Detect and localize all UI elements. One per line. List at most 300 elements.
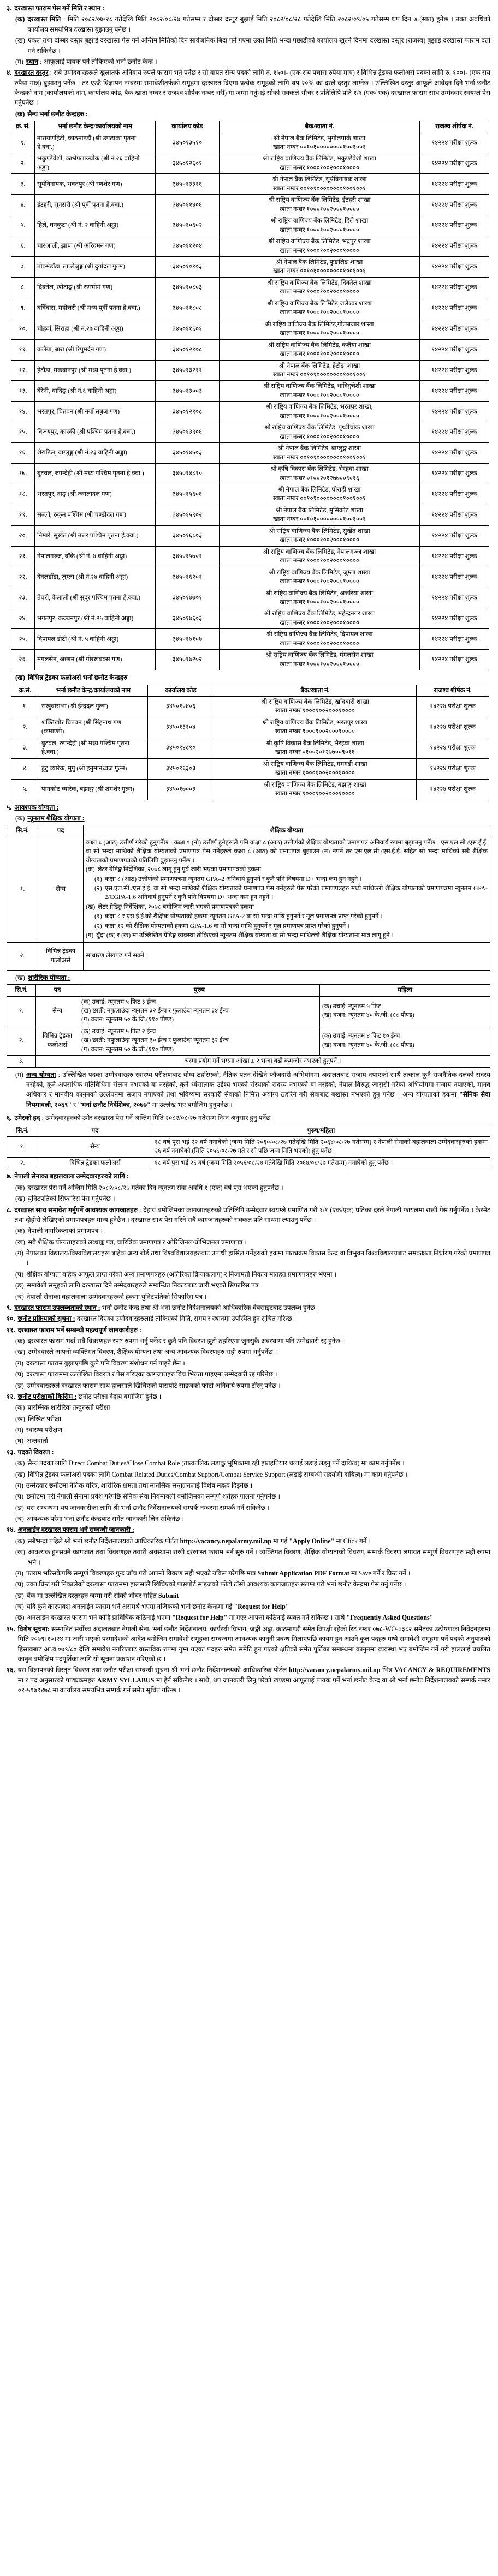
bank-name: श्री राष्ट्रिय वाणिज्य बैंक लिमिटेड, अत्तरिया शाखा — [265, 589, 374, 597]
cell-bank-account — [220, 319, 420, 339]
table-row — [11, 402, 489, 422]
section-5c-law-2: "भर्ना छनौट निर्देशिका, २०७७" — [78, 1100, 151, 1109]
section-14-emphasis-1[interactable]: "Apply Online" — [289, 1537, 336, 1545]
bank-name: श्री राष्ट्रिय वाणिज्य बैंक लिमिटेड,जलेश्वर शाखा — [267, 299, 372, 307]
cell-revenue-head: १४२२४ परीक्षा शुल्क — [420, 650, 489, 670]
section-11-item — [7, 1381, 490, 1391]
section-16-text-mid2: मा र पद अनुसारको पाठ्यक्रमहरु — [17, 1676, 96, 1684]
section-14-text-pre: बैंक मा उल्लेखित दस्तुरहरु जम्मा गरी सोको भौचर सहित — [26, 1591, 158, 1599]
edu-c-label: (ग) — [86, 932, 94, 939]
table-row — [11, 195, 489, 215]
section-3a-text: : मिति २०८२/०७/२८ गतेदेखि मिति २०८२/०८/२७ गतेसम्म र दोब्बर दस्तुर बुझाई मिति २०८२/०८/२८ गतेदेखि मिति २०८२/०९/०५ गतेसम्म थप दिन ७ (सात) हुनेछ । उक्त अवधिको कार्यालय समयभित्र दरखास्त बुझाउनु पर्नेछ । — [27, 15, 490, 33]
cell-revenue-head: १४२२४ परीक्षा शुल्क — [420, 339, 489, 360]
section-13-item-label: (च) — [15, 1515, 24, 1523]
section-5c — [7, 1070, 490, 1110]
cell-office-code: ३४५०१४८१० — [156, 464, 220, 484]
section-12-item — [7, 1414, 490, 1424]
cell-revenue-head: १४२२४ परीक्षा शुल्क — [420, 567, 489, 588]
cell-education-detail — [84, 837, 490, 942]
section-12-item-text: स्वास्थ्य परीक्षण — [26, 1426, 62, 1434]
cell-bank-account — [220, 277, 420, 298]
cell-revenue-head: १४२२४ परीक्षा शुल्क — [420, 381, 489, 402]
section-14-item — [7, 1568, 490, 1578]
cell-bank-account — [214, 779, 417, 800]
account-number: खाता नम्बर १०००१००२०००१०००० — [280, 598, 359, 606]
cell-revenue-head: १४२२४ परीक्षा शुल्क — [420, 174, 489, 195]
section-11-item-text: उम्मेदवारले आफ्नो व्यक्तिगत विवरण, शैक्षिक योग्यता तथा अन्य आवश्यक विवरणहरु सही रुपमा भर्नुपर्नेछ । — [27, 1348, 277, 1356]
section-14-emphasis-1[interactable]: Submit — [158, 1591, 179, 1599]
account-number: खाता नम्बर १०००१००२०००१०००० — [275, 707, 355, 715]
cell-sn: १६. — [11, 443, 35, 464]
col-male-female: पुरुष/महिला — [152, 1125, 490, 1136]
criterion: (ख) छाती: नफुलाउंदा न्यूनतम ३० ईन्च र फुलाउंदा न्यूनतम ३२ ईन्च — [81, 1037, 229, 1044]
section-8-item-text: शैक्षिक योग्यता बाहेक आफूले प्राप्त गरेको अन्य प्रमाणपत्रहरु (अतिरिक्त क्रियाकलाप) र निजामती निकाय मातहत प्रमाणपत्रहरु भएमा । — [26, 1270, 337, 1278]
cell-office-code: ३४५०१०१०३ — [156, 257, 220, 278]
section-14-item — [7, 1536, 490, 1546]
section-7b-label: (ख) — [15, 1195, 25, 1203]
cell-revenue-head: १४२२४ परीक्षा शुल्क — [420, 236, 489, 257]
table-row — [11, 567, 489, 588]
section-12-item-text: प्रारम्भिक शारीरिक तन्दुरुस्ती परीक्षा — [27, 1404, 110, 1412]
portal-url-link[interactable]: http://vacancy.nepalarmy.mil.np — [288, 1666, 381, 1674]
cell-center-name: विजयपुर, कास्की (श्री पश्चिम पृतना हे.क्वा.) — [35, 422, 156, 443]
section-8-item-text: नेपालका विद्यालय/विश्वविद्यालयहरू बाहेक अन्य बोर्ड तथा विश्वविद्यालयहरुबाट उपाधी हासिल गर्नेहरुको हकमा पाठ्यक्रम विकास केन्द्र वा त्रिभुवन विश्वविद्यालयबाट समकक्षता निर्धारण गरेको प्रमाणपत्र । — [26, 1249, 490, 1267]
cell-office-code: ३४५०१६२०१ — [156, 567, 220, 588]
section-3b — [7, 35, 490, 56]
section-13-item — [7, 1458, 490, 1468]
edu-b1-label: (१) — [94, 913, 102, 920]
cell-sn: २२. — [11, 567, 35, 588]
cell-bank-account — [220, 153, 420, 174]
cell-center-name: भकुण्डेवेशी, काभ्रेपलाञ्चोक (श्री नं.२६ वाहिनी अड्डा) — [35, 153, 156, 174]
col-sn: सि.नं. — [7, 1125, 38, 1136]
cell-bank-account — [214, 758, 417, 779]
bank-name: श्री नेपाल बैंक लिमिटेड, भुगोलपार्क शाखा — [273, 134, 366, 142]
section-14-item — [7, 1547, 490, 1567]
section-8 — [7, 1205, 490, 1225]
col-education: शैक्षिक योग्यता — [84, 825, 490, 837]
cell-revenue-head: १४२२४ परीक्षा शुल्क — [417, 738, 489, 758]
cell-center-name: ईटहरी, सुनसरी (श्री पूर्वी पृतना हे.क्वा.) — [35, 195, 156, 215]
cell-center-name: तोक्मेडाँडा, ताप्लेजुङ्ग (श्री दुर्गादल गुल्म) — [35, 257, 156, 278]
table-row — [11, 381, 489, 402]
criterion: (ख) छाती: नफुलाउंदा न्यूनतम ३२ ईन्च र फुलाउंदा न्यूनतम ३४ ईन्च — [81, 1007, 229, 1014]
section-14-title: अनलाईन दरखास्त फाराम भर्ने सम्बन्धी जानकारी : — [17, 1526, 134, 1534]
section-8-item-label: (च) — [15, 1292, 24, 1301]
section-16-text-mid: भित्र — [382, 1666, 393, 1674]
section-10-title: छनौट प्रक्रियाको सूचना : — [17, 1315, 75, 1323]
edu-b-text: लेटर ग्रेडिङ्ग निर्देशिका, २०७८ बमोजिम जारी भएको प्रमाणपत्रको हकमा — [98, 903, 254, 910]
edu-b — [86, 903, 488, 912]
bank-name: श्री राष्ट्रिय वाणिज्य बैंक लिमिटेड, भरतपुर शाखा — [262, 718, 368, 726]
table-row — [11, 422, 489, 443]
bank-name: श्री राष्ट्रिय वाणिज्य बैंक लिमिटेड, हिले शाखा — [270, 217, 369, 225]
cell-revenue-head: १४२२४ परीक्षा शुल्क — [420, 257, 489, 278]
section-9 — [7, 1303, 490, 1313]
cell-center-name: तेघरी, कैलाली (श्री सुदूर पश्चिम पृतना हे.क्वा.) — [35, 588, 156, 608]
section-3b-label: (ख) — [15, 37, 25, 45]
section-9-title: दरखास्त फाराम उपलब्धताको स्थान : — [14, 1303, 100, 1311]
section-12-item — [7, 1403, 490, 1412]
edu-a1-text: कक्षा ८ (आठ) उत्तीर्णको प्रमाणपत्रमा न्यूनतम GPA–2 अनिवार्य हुनुपर्ने र कुनै पनि विषयमा D+ भन्दा कम हुन नहुने । — [104, 875, 362, 883]
col-sn: क्र. सं. — [11, 121, 35, 133]
section-11-item-label: (ख) — [15, 1348, 25, 1356]
section-5a-label: (क) — [15, 814, 25, 822]
table-row — [11, 588, 489, 608]
table-header-row — [7, 985, 490, 996]
section-5b-label: (ख) — [15, 973, 25, 981]
cell-sn: १९. — [11, 505, 35, 525]
section-14-text-pre: फाराम भरिसकेपछि सम्पूर्ण विवरणहरु पुनः जाँच गरी आफ्नो विवरण सही भएको यकिन गरेपछि मात्र — [26, 1569, 258, 1577]
cell-center-name: भरतपुर, दाङ्ग (श्री ज्वालादल गण) — [35, 484, 156, 505]
section-14-item-text — [27, 1591, 490, 1601]
cell-sn: १. — [7, 996, 36, 1026]
section-3a — [7, 14, 490, 34]
cell-education-detail: साधारण लेखपढ गर्न सक्ने । — [84, 942, 490, 970]
section-14-emphasis-1[interactable]: "Request for Help" — [172, 1614, 229, 1622]
cell-revenue-head: १४२२४ परीक्षा शुल्क — [420, 525, 489, 546]
col-post: पद — [36, 985, 79, 996]
cell-revenue-head: १४२२४ परीक्षा शुल्क — [420, 629, 489, 650]
section-15 — [7, 1624, 490, 1664]
section-13-items — [7, 1458, 490, 1524]
cell-sn: २. — [7, 942, 38, 970]
cell-revenue-head: १४२२४ परीक्षा शुल्क — [417, 696, 489, 717]
section-8-item-text: समावेशी समूहको लागि दरखास्त दिने उम्मेदवारहरुले सम्बन्धित निकायबाट जारी भएको सिफारिस पत्र । — [26, 1281, 263, 1290]
cell-sn: १४. — [11, 402, 35, 422]
section-14-text-tail: मा Save गर्ने र प्रिन्ट गर्ने । — [351, 1569, 411, 1577]
section-11-item — [7, 1336, 490, 1346]
section-5b-title: शारीरिक योग्यता : — [27, 973, 70, 981]
section-4b-heading — [7, 673, 490, 682]
cell-center-name: बुटवल, रुपन्देही (श्री मध्य पश्चिम पृतना हे.क्वा.) — [39, 738, 148, 758]
table-row — [11, 319, 489, 339]
col-code: कार्यालय कोड — [148, 685, 214, 696]
section-11-item — [7, 1347, 490, 1357]
cell-bank-account — [220, 339, 420, 360]
col-sn: सि.नं. — [7, 985, 36, 996]
section-5-heading — [7, 802, 490, 812]
education-intro: कक्षा ८ (आठ) उत्तीर्ण गरेको हुनुपर्नेछ । कक्षा ९ (नौ) उत्तीर्ण हुनेहरूले पनि कक्षा ८ (आठ) उत्तीर्णको शैक्षिक योग्यताको प्रमाणपत्र अनिवार्य रुपमा बुझाउनु पर्नेछ । एस.एल.सी./एस.ई.ई. वा सो भन्दा माथिको शैक्षिक योग्यताको प्रमाणपत्र पेस गर्नेहरुले कक्षा ८ (आठ) को प्रमाणपत्र बुझाउन (न) नपर्ने तर एस.एल.सी./एस.ई.ई. सहित सो भन्दा माथिको सबै शैक्षिक योग्यताको प्रमाणपत्रको प्रतिलिपि बुझाउनु पर्नेछ । — [86, 838, 488, 864]
table-row — [11, 484, 489, 505]
centers-table — [11, 121, 489, 670]
table-row — [11, 779, 489, 800]
section-8-item — [7, 1237, 490, 1247]
cell-post: विभिन्न ट्रेडका फलोअर्स — [36, 1026, 79, 1055]
section-13-item-label: (ग) — [15, 1481, 23, 1489]
section-8-items — [7, 1226, 490, 1302]
section-14-item-label: (क) — [15, 1537, 25, 1545]
cell-post: सैन्य — [36, 996, 79, 1026]
cell-post: सैन्य — [38, 837, 84, 942]
section-12-item-text: लिखित परीक्षा — [27, 1415, 61, 1423]
section-8-item — [7, 1226, 490, 1236]
cell-center-name: शक्तिखोर चितवन (श्री सिंहनाथ गण (कमाण्डो) — [39, 717, 148, 738]
section-4-number: ४. — [7, 69, 12, 77]
col-revenue: राजश्व शीर्षक नं. — [417, 685, 489, 696]
section-14-item-label: (ङ) — [15, 1591, 24, 1599]
section-9-number: ९. — [7, 1303, 12, 1311]
cell-center-name: संखुवासभा (श्री ईन्द्रदल गुल्म) — [39, 696, 148, 717]
section-4b-title: विभिन्न ट्रेडका फलोअर्स भर्ना छनौट केन्द्रहरु — [27, 674, 128, 682]
cell-sn: ९. — [11, 298, 35, 319]
cell-sn: १७. — [11, 464, 35, 484]
cell-revenue-head: १४२२४ परीक्षा शुल्क — [420, 546, 489, 567]
section-4a-heading — [7, 109, 490, 119]
section-7a-label: (क) — [15, 1183, 25, 1191]
cell-revenue-head: १४२२४ परीक्षा शुल्क — [420, 195, 489, 215]
col-bank: बैक/खाता नं. — [220, 121, 420, 133]
section-14-emphasis-2[interactable]: PDF Format — [313, 1569, 351, 1577]
section-13-item-text: यस सम्बन्धमा थप जानकारीका लागि श्री भर्ना छनौट निर्देशनालयको सम्पर्क नम्बरमा सम्पर्क गर्न सकिनेछ । — [26, 1503, 270, 1512]
cell-revenue-head: १४२२४ परीक्षा शुल्क — [420, 402, 489, 422]
cell-bank-account — [220, 588, 420, 608]
cell-sn: २५. — [11, 629, 35, 650]
criterion: (ख) वजन: न्यूनतम ४० के.जी. (८८ पौण्ड) — [322, 1011, 414, 1019]
section-3a-term: दरखास्त मिति — [27, 15, 61, 23]
centers-table-body — [11, 133, 489, 670]
section-3c-label: (ग) — [15, 57, 23, 65]
cell-sn: २. — [7, 1157, 38, 1169]
bank-name: श्री राष्ट्रिय वाणिज्य बैंक लिमिटेड, दिपायल शाखा — [266, 631, 373, 638]
bank-name: श्री राष्ट्रिय वाणिज्य बैंक लिमिटेड, धादिङ्गवेशी शाखा — [263, 382, 376, 390]
table-row — [11, 174, 489, 195]
table-row — [11, 650, 489, 670]
bank-name: श्री नेपाल बैंक लिमिटेड, मुसिकोट शाखा — [276, 506, 363, 514]
cell-office-code: ३४५०१२१०८ — [156, 339, 220, 360]
cell-post: विभिन्न ट्रेडका फलोअर्स — [38, 1157, 152, 1169]
section-14-text-mid: मा गएर आफ्नो कठिनाई व्यक्त गर्न सकिन्छ । साथै — [229, 1614, 347, 1622]
section-6-text: : उम्मेदवारहरुको उमेर दरखास्त पेस गर्ने अन्तिम मिति २०८२/०८/२७ गतेसम्म निम्न अनुसार हुनु पर्नेछ । — [42, 1114, 275, 1122]
table-row — [11, 257, 489, 278]
section-14-text-pre: यदि कुनै कारणवश अनलाईन फाराम भर्न असमर्थ भएमा नजिकको भर्ना छनौट केन्द्रमा गई — [26, 1603, 234, 1610]
cell-center-name: हेटौडा, मकवानपुर (श्री मध्य पृतना हे.क्वा.) — [35, 360, 156, 381]
section-14-text-tail: मा Click गर्ने । — [336, 1537, 371, 1545]
cell-sn: १५. — [11, 422, 35, 443]
account-number: खाता नम्बर १०००१००२०००१०००० — [280, 433, 359, 440]
account-number: खाता नम्बर १०००१००२०००१०००० — [280, 164, 359, 171]
cell-office-code: ३४५०१३००३ — [156, 381, 220, 402]
cell-sn: ५. — [11, 779, 39, 800]
section-14-heading — [7, 1525, 490, 1535]
cell-bank-account — [220, 257, 420, 278]
cell-office-code: ३४५०१७७०१ — [156, 588, 220, 608]
section-12-number: १२. — [7, 1392, 15, 1400]
cell-revenue-head: १४२२४ परीक्षा शुल्क — [420, 464, 489, 484]
section-4 — [7, 68, 490, 108]
section-14-item-text — [27, 1536, 490, 1546]
account-number: खाता नम्बर १०००१००२०००१०००० — [280, 247, 359, 254]
section-12-heading — [7, 1392, 490, 1401]
section-8-item-label: (ग) — [15, 1249, 23, 1257]
bank-name: श्री नेपाल बैंक लिमिटेड, सूर्यविनायक शाखा — [272, 176, 367, 183]
bank-name: श्री नेपाल बैंक लिमिटेड, फुङलिङ शाखा — [276, 259, 363, 266]
centers-table-wrap — [7, 121, 490, 670]
section-3c — [7, 57, 490, 67]
table-row — [11, 339, 489, 360]
edu-a2 — [86, 884, 488, 902]
cell-bank-account — [220, 464, 420, 484]
account-number: खाता नम्बर ००१०१००००००००१००१००१ — [272, 267, 366, 275]
table-row — [11, 464, 489, 484]
age-table-body — [7, 1137, 490, 1169]
bank-name: श्री नेपाल बैंक लिमिटेड, बाग्लुङ्ग शाखा — [277, 445, 361, 452]
section-14-item-label: (ख) — [15, 1548, 25, 1556]
section-3-number: ३. — [7, 4, 12, 12]
section-5a-title: न्यूनतम शैक्षिक योग्यता : — [27, 814, 85, 822]
cell-revenue-head: १४२२४ परीक्षा शुल्क — [420, 298, 489, 319]
account-number: खाता नम्बर १०००१००२०००१०००० — [280, 350, 359, 358]
table-row — [11, 525, 489, 546]
bank-name: श्री राष्ट्रिय वाणिज्य बैंक लिमिटेड, भकुण्डेवेशी शाखा — [263, 155, 376, 163]
physical-table — [7, 984, 490, 1068]
section-6 — [7, 1113, 490, 1123]
account-number: खाता नम्बर १०००१००२०००१०००० — [280, 288, 359, 296]
section-14-emphasis-1[interactable]: Submit Application — [257, 1569, 314, 1577]
criterion: (क) उचाई: न्यूनतम ५ फिट — [322, 1002, 381, 1010]
section-8-item-text: सबै शैक्षिक योग्यताहरुको लब्धाङ्क पत्र, चारित्रिक प्रमाणपत्र र ओरिजिनल/प्रोभिजनल प्रमाणपत्र । — [27, 1238, 247, 1246]
bank-name: श्री राष्ट्रिय वाणिज्य बैंक लिमिटेड, नेपालगञ्ज शाखा — [263, 548, 376, 555]
table-row — [11, 215, 489, 236]
account-number: खाता नम्बर १०००१००२०००१०००० — [275, 790, 355, 798]
section-14-item-label: (घ) — [15, 1580, 24, 1589]
bank-name: श्री राष्ट्रिय वाणिज्य बैंक लिमिटेड, दिक्तेल शाखा — [267, 279, 372, 286]
section-13-item-label: (ख) — [15, 1470, 25, 1478]
section-16-number: १६. — [7, 1666, 15, 1674]
section-14-emphasis-1[interactable]: "Request for Help" — [234, 1603, 289, 1610]
cell-revenue-head: १४२२४ परीक्षा शुल्क — [420, 422, 489, 443]
col-revenue: राजश्व शीर्षक नं. — [420, 121, 489, 133]
section-14-item-text — [27, 1602, 490, 1612]
section-13-item-text: विभिन्न ट्रेडका फलोअर्स पदका लागि Combat Related Duties/Combat Support/Combat Service Support (लडाई सम्बन्धी सहयोगी दायित्व) मा काम गर्नुपर्नेछ । — [27, 1470, 408, 1478]
cell-sn: २. — [7, 1026, 36, 1055]
col-bank: बैक/खाता नं. — [214, 685, 417, 696]
section-5c-law-1: "सैनिक सेवा नियमावली, २०६९" — [26, 1091, 491, 1109]
edu-a2-label: (२) — [94, 884, 102, 892]
cell-office-code: ३४५०१६३०३ — [148, 758, 214, 779]
section-4b-label: (ख) — [15, 674, 25, 682]
section-14-item-text: आवश्यक हुनसक्ने कागजात तथा विवरणहरु तयारी अवस्थामा राखी दरखास्त फाराम भर्न सुरु गर्ने । व्यक्तिगत विवरण, शैक्षिक योग्यताको विवरण, सम्पर्क विवरण लगायत सम्पूर्ण विवरणहरु सही रुपमा भर्ने । — [27, 1548, 490, 1566]
cell-center-name: देवलडाँडा, जुम्ला (श्री नं.२४ वाहिनी अड्डा) — [35, 567, 156, 588]
cell-office-code: ३४५०१३३१६ — [156, 174, 220, 195]
col-post: पद — [38, 825, 84, 837]
cell-sn: ३. — [11, 174, 35, 195]
cell-sn: ५. — [11, 215, 35, 236]
section-16-text-post: मा हेर्न सकिनेछ । साथै, थप जानकारी लिनु परेको खण्डमा आफूलाई पायक पर्ने भर्ना छनौट केन्द्र वा श्री भर्ना छनौट निर्देशनालयको सम्पर्क नम्बर ०१-५९७९४७८ मा कार्यालय समयभित्र सम्पर्क गर्न समेत सूचित गरिन्छ । — [17, 1676, 490, 1694]
edu-a-text: लेटर ग्रेडिङ्ग निर्देशिका, २०७८ लागू हुनु पूर्व जारी भएका प्रमाणपत्रको हकमा — [97, 866, 262, 873]
section-13-item-text: सैन्य पदका लागि Direct Combat Duties/Close Combat Role (तात्कालिक लडाकु भूमिकामा रही हातहतियार चलाई लडाई लड्नु पर्ने दायित्व) मा काम गर्नुपर्नेछ । — [27, 1459, 405, 1467]
section-11-item-text: दरखास्त फाराम बुझाएपछि कुनै पनि विवरण संशोधन गर्न पाइने छैन । — [26, 1359, 185, 1367]
cell-revenue-head: १४२२४ परीक्षा शुल्क — [420, 133, 489, 153]
account-number: खाता नम्बर १०००१००२०००१०००० — [280, 557, 359, 565]
table-row — [11, 277, 489, 298]
cell-sn: २. — [11, 153, 35, 174]
cell-bank-account — [214, 696, 417, 717]
cell-post: विभिन्न ट्रेडका फलोअर्स — [38, 942, 84, 970]
section-12-item-label: (घ) — [15, 1437, 24, 1445]
section-15-number: १५. — [7, 1625, 15, 1633]
section-15-title: विशेष सूचना: — [17, 1625, 50, 1633]
section-14-item-text: उक्त प्रिन्ट गरी निकालेको दरखास्त फाराममा हालसालै खिचिएको पासपोर्ट साइजको फोटो टाँसी आवश्यक कागजातहरु संलग्न गरी भर्ना छनौट केन्द्रमा पेस गर्नु पर्नेछ । — [26, 1580, 406, 1589]
cell-center-name: भगतपुर, कञ्चनपुर (श्री नं.२५ वाहिनी अड्डा) — [35, 608, 156, 629]
section-8-item-label: (ङ) — [15, 1281, 24, 1290]
cell-center-name: चारआली, झापा (श्री अरिदमन गण) — [35, 236, 156, 257]
bank-name: श्री कृषि विकास बैंक लिमिटेड, भैरहवा शाखा — [266, 739, 364, 747]
section-13-item-text: उम्मेदवार छनौटमा नैतिक चरित्र, शारीरिक क्षमता तथा मानसिक सन्तुलनलाई विशेष महत्व दिइनेछ । — [26, 1481, 253, 1489]
cell-bank-account — [214, 717, 417, 738]
cell-bank-account — [220, 195, 420, 215]
section-3a-label: (क) — [15, 15, 25, 23]
criterion: (ख) वजन: न्यूनतम ४० के.जी. (८८ पौण्ड) — [322, 1041, 414, 1049]
section-14-item — [7, 1579, 490, 1589]
section-14-emphasis-2[interactable]: "Frequently Asked Questions" — [346, 1614, 434, 1622]
section-8-item — [7, 1269, 490, 1279]
section-14-text-pre: सबैभन्दा पहिले श्री भर्ना छनौट निर्देशनालयको आधिकारिक पोर्टल — [27, 1537, 180, 1545]
cell-revenue-head: १४२२४ परीक्षा शुल्क — [420, 153, 489, 174]
section-11-item-label: (ग) — [15, 1359, 23, 1367]
cell-revenue-head: १४२२४ परीक्षा शुल्क — [420, 505, 489, 525]
col-female: महिला — [320, 985, 490, 996]
section-12-item — [7, 1425, 490, 1435]
edu-b1-text: कक्षा ८ र एस.ई.ई.को शैक्षिक योग्यताको हकमा न्यूनतम GPA-2 वा सो भन्दा माथि हुनुपर्ने र मूल प्रमाणपत्र प्राप्त गरेको हुनुपर्ने । — [104, 913, 383, 920]
edu-b1 — [86, 912, 488, 921]
cell-age-criteria: १८ वर्ष पुरा भई २६ वर्ष (जन्म मिति २०५६/०८/२७ गतेदेखि मिति २०६४/०८/२७ गतेसम्म) ननाघेको हुनु पर्नेछ । — [152, 1157, 490, 1169]
cell-eyesight-criteria: चस्मा प्रयोग गर्ने भएमा आंखा ± २ भन्दा बढी कमजोर नभएको हुनुपर्ने । — [36, 1056, 490, 1067]
cell-bank-account — [220, 236, 420, 257]
section-5c-label: (ग) — [15, 1070, 23, 1079]
cell-post: सैन्य — [38, 1137, 152, 1158]
account-number: खाता नम्बर ००१०१००००००००१००१००१ — [272, 453, 366, 461]
cell-revenue-head: १४२२४ परीक्षा शुल्क — [420, 588, 489, 608]
cell-office-code: ३४५०१५९०२ — [156, 505, 220, 525]
cell-bank-account — [220, 381, 420, 402]
section-3-heading — [7, 3, 490, 13]
cell-bank-account — [220, 505, 420, 525]
cell-office-code: ३४५०११२०४ — [156, 236, 220, 257]
cell-office-code: ३४५०१५६०६ — [156, 484, 220, 505]
cell-office-code: ३४५०१७२०२ — [156, 650, 220, 670]
cell-revenue-head: १४२२४ परीक्षा शुल्क — [417, 758, 489, 779]
section-11-item-text: दरखास्त फाराममा उल्लेखित विवरण र पेस गरिएका कागजातहरु बिच भिन्नता पाइएमा उम्मेदवारी रद्द गरिनेछ । — [26, 1370, 277, 1379]
section-14-items — [7, 1536, 490, 1623]
cell-age-criteria: १८ वर्ष पूरा भई २२ वर्ष ननाघेको (जन्म मिति २०६०/०८/२७ गतेदेखि मिति २०६४/०८/२७ गतेसम्म) र नेपाली सेनाको बहालवाला उम्मेदवारहरुको हकमा २६ वर्ष ननाघेको (मिति २०५६/०८/२७ गते र सो पछि जन्म मिति भएको) हुनु पर्नेछ । — [152, 1137, 490, 1158]
col-sn: सि.नं. — [7, 825, 38, 837]
section-8-title: दरखास्त साथ समावेश गर्नुपर्ने आवश्यक कागजातहरु — [14, 1206, 138, 1214]
section-14-item-label: (ग) — [15, 1569, 23, 1577]
criterion: (क) उचाई: न्यूनतम ५ फिट २ ईन्च — [81, 1027, 156, 1035]
section-5-number: ५. — [7, 803, 12, 811]
section-8-item — [7, 1248, 490, 1268]
account-number: खाता नम्बर १०००१००२०००१०००० — [280, 226, 359, 233]
cell-center-name: दिक्तेल, खोटाङ्ग (श्री रणभीम गण) — [35, 277, 156, 298]
cell-center-name: कलैया, बारा (श्री रिपुमर्दन गण) — [35, 339, 156, 360]
cell-office-code: ३४५०१०४०६ — [148, 696, 214, 717]
section-14-item — [7, 1602, 490, 1612]
criterion: (ग) वजन: न्यूनतम ५० के.जी.(११० पौण्ड) — [81, 1045, 174, 1053]
table-row — [11, 153, 489, 174]
section-16 — [7, 1665, 490, 1695]
cell-office-code: ३४५०१४८१० — [148, 738, 214, 758]
cell-sn: १३. — [11, 381, 35, 402]
section-8-item — [7, 1292, 490, 1302]
cell-center-name: पानकोट व्यारेक, बझाङ्ग (श्री शमशेर गुल्म) — [39, 779, 148, 800]
account-number: खाता नम्बर ००१०१००००००००१००१००१ — [272, 516, 366, 523]
section-12-title: छनौट परीक्षाको किसिम : — [17, 1392, 77, 1400]
section-7-title: नेपाली सेनाका बहालवाला उम्मेदवारहरुको लागि : — [14, 1172, 129, 1181]
section-12-items — [7, 1403, 490, 1446]
portal-url-link[interactable]: http://vacancy.nepalarmy.mil.np — [180, 1537, 274, 1545]
cell-sn: १. — [7, 1137, 38, 1158]
